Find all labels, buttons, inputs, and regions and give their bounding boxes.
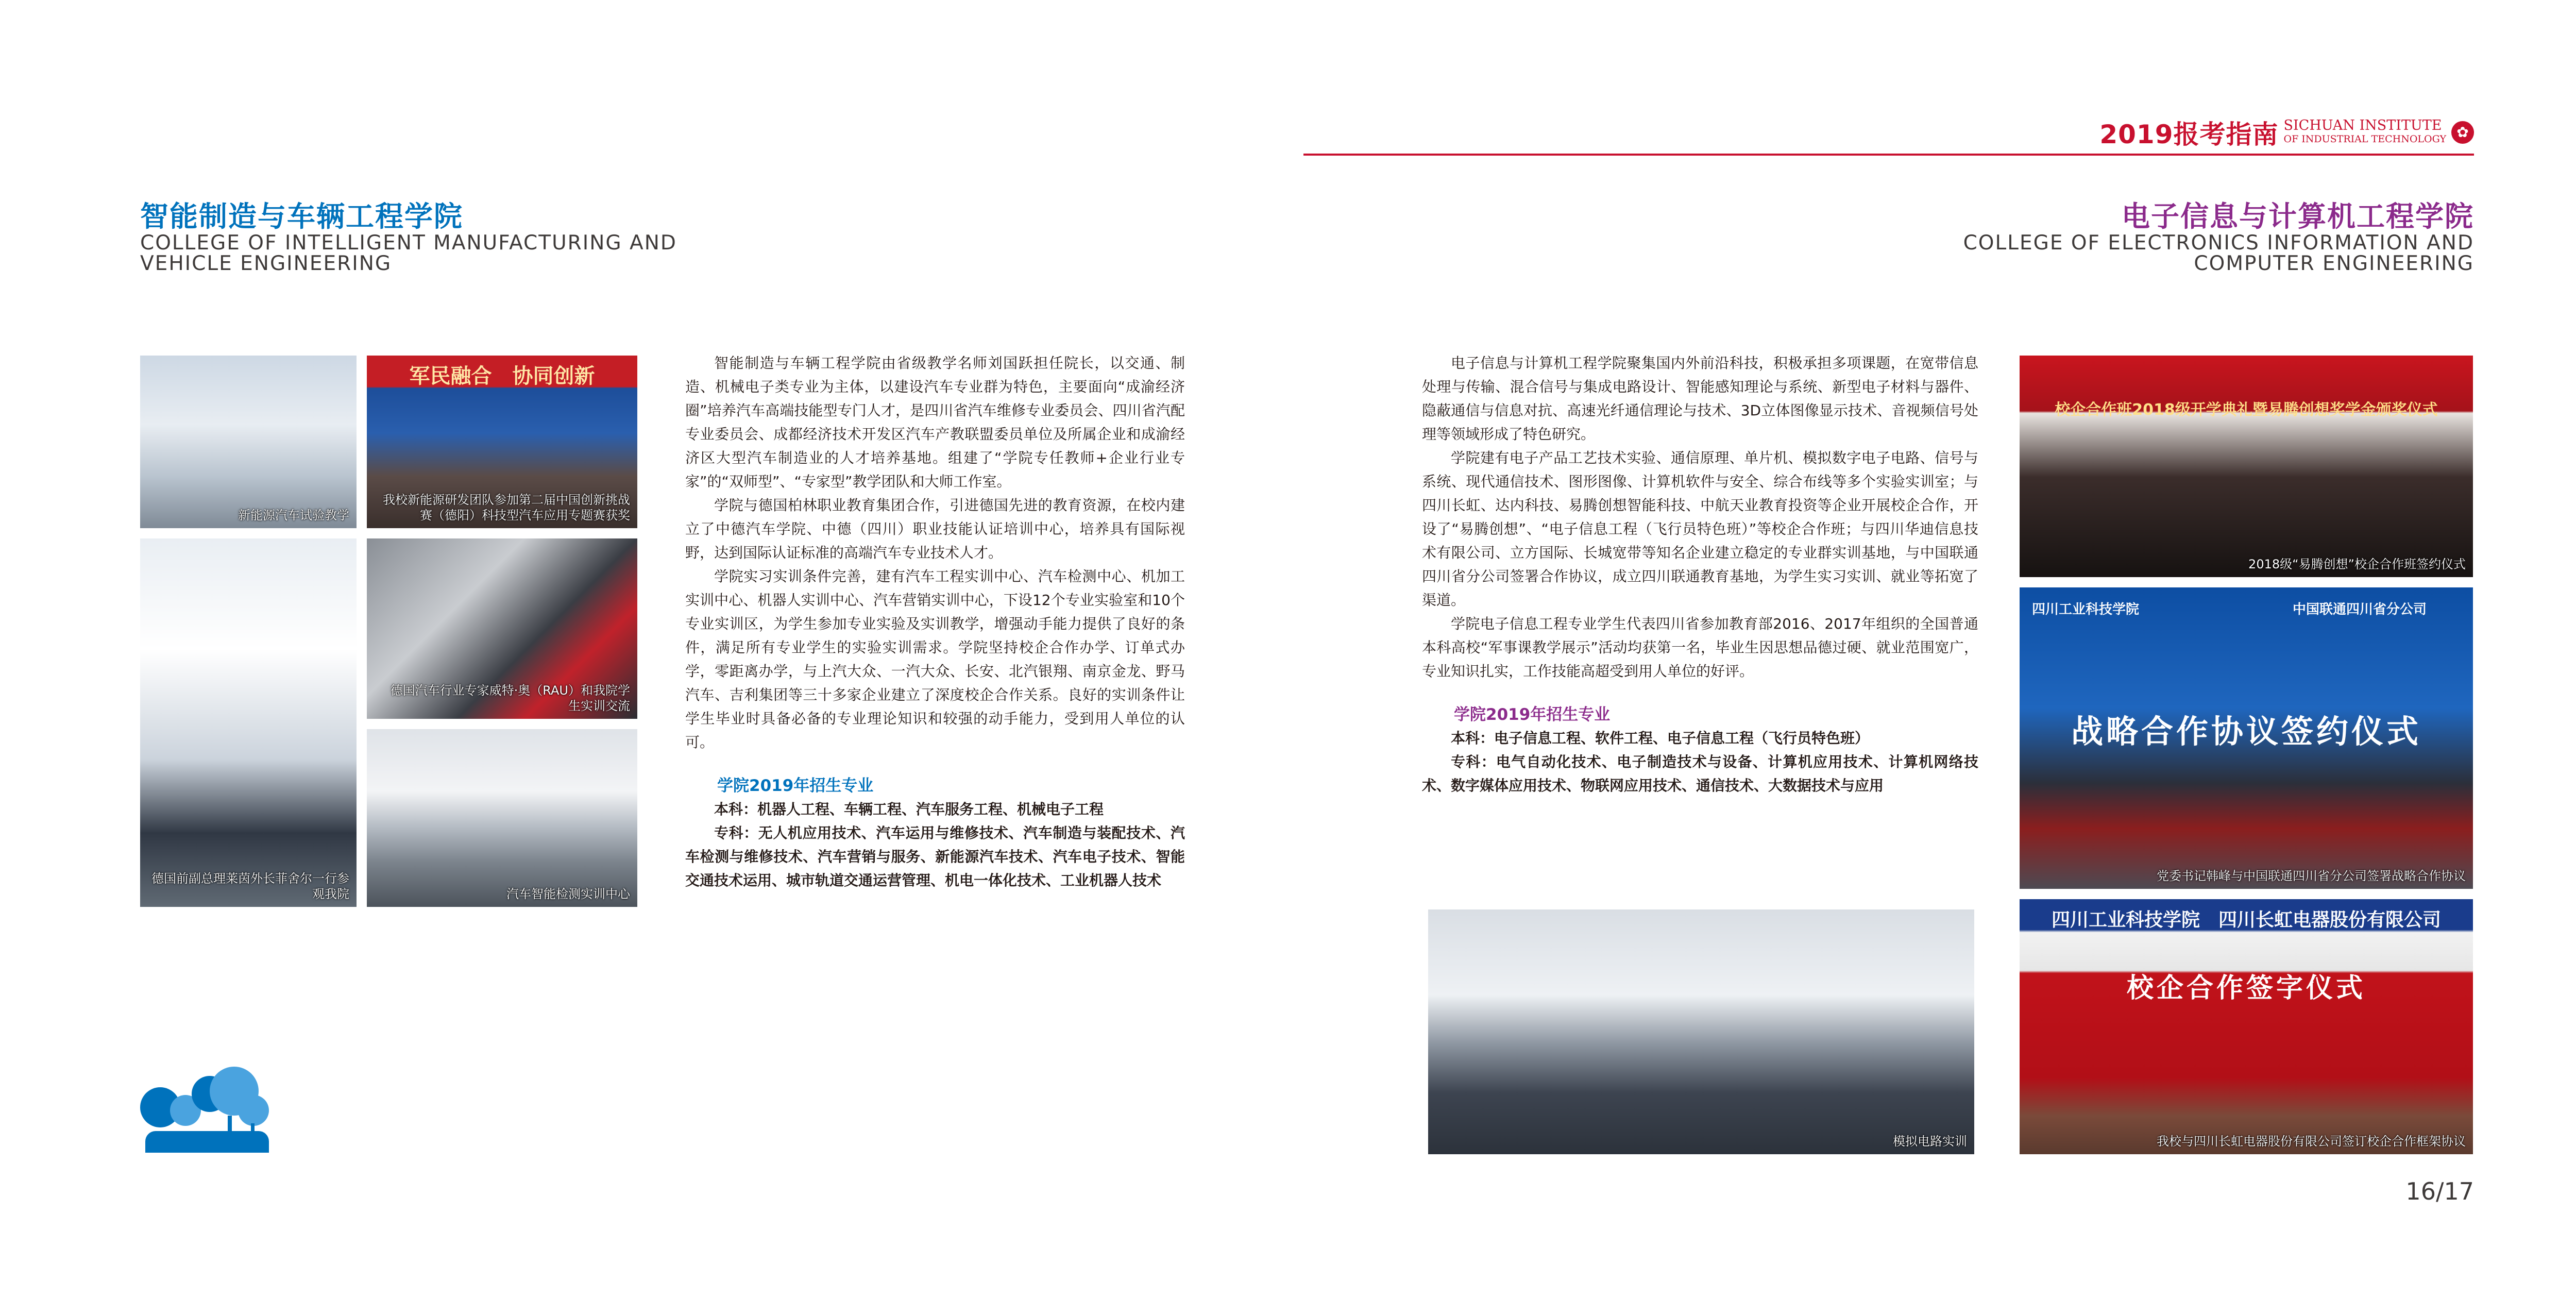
photo-german-visit: 德国前副总理莱茵外长菲舍尔一行参观我院 bbox=[140, 538, 357, 907]
left-paragraph: 智能制造与车辆工程学院由省级教学名师刘国跃担任院长，以交通、制造、机械电子类专业为主体，以建设汽车专业群为特色，主要面向“成渝经济圈”培养汽车高端技能型专门人才，是四川省汽车维修专业委员会、四川省汽配专业委员会、成都经济技术开发区汽车产教联盟委员单位及所属企业和成渝经济区大型汽车制造业的人才培养基地。组建了“学院专任教师+企业行业专家”的“双师型”、“专家型”教学团队和大师工作室。 bbox=[685, 355, 1185, 490]
right-vocational-majors: 专科：电气自动化技术、电子制造技术与设备、计算机应用技术、计算机网络技术、数字媒体应用技术、物联网应用技术、通信技术、大数据技术与应用 bbox=[1422, 753, 1978, 794]
header-brand bbox=[2099, 114, 2474, 150]
tree-decoration-icon bbox=[140, 1067, 279, 1157]
photo-unicom-signing: 四川工业科技学院 中国联通四川省分公司 战略合作协议签约仪式 党委书记韩峰与中国联通四川省分公司签署战略合作协议 bbox=[2020, 587, 2473, 889]
photo-analog-circuit-lab: 模拟电路实训 bbox=[1428, 909, 1974, 1154]
photo-german-expert: 德国汽车行业专家威特·奥（RAU）和我院学生实训交流 bbox=[367, 538, 637, 719]
right-paragraph: 学院建有电子产品工艺技术实验、通信原理、单片机、模拟数字电子电路、信号与系统、现代通信技术、图形图像、计算机软件与安全、综合布线等多个实验实训室；与四川长虹、达内科技、易腾创想智能科技、中航天业教育投资等企业开展校企合作，开设了“易腾创想”、“电子信息工程（飞行员特色班）”等校企合作班；与四川华迪信息技术有限公司、立方国际、长城宽带等知名企业建立稳定的专业群实训基地，与中国联通四川省分公司签署合作协议，成立四川联通教育基地，为学生实习实训、就业等拓宽了渠道。 bbox=[1422, 449, 1978, 609]
right-paragraph: 学院电子信息工程专业学生代表四川省参加教育部2016、2017年组织的全国普通本科高校“军事课教学展示”活动均获第一名，毕业生因思想品德过硬、就业范围宽广，专业知识扎实，工作技能高超受到用人单位的好评。 bbox=[1422, 615, 1978, 680]
right-major-title: 学院2019年招生专业 bbox=[1454, 705, 1611, 724]
photo-yiteng-ceremony: 校企合作班2018级开学典礼暨易腾创想奖学金颁奖仪式 2018级“易腾创想”校企合作班签约仪式 bbox=[2020, 356, 2473, 577]
left-vocational-majors: 专科：无人机应用技术、汽车运用与维修技术、汽车制造与装配技术、汽车检测与维修技术、汽车营销与服务、新能源汽车技术、汽车电子技术、智能交通技术运用、城市轨道交通运营管理、机电一体化技术、工业机器人技术 bbox=[685, 824, 1185, 889]
page-number: 16/17 bbox=[2405, 1177, 2474, 1205]
right-undergrad-majors: 本科：电子信息工程、软件工程、电子信息工程（飞行员特色班） bbox=[1451, 730, 1870, 747]
left-college-english-title: COLLEGE OF INTELLIGENT MANUFACTURING AND VEHICLE ENGINEERING bbox=[140, 231, 677, 275]
photo-changhong-signing: 四川工业科技学院 四川长虹电器股份有限公司 校企合作签字仪式 我校与四川长虹电器股份有限公司签订校企合作框架协议 bbox=[2020, 899, 2473, 1154]
right-paragraph: 电子信息与计算机工程学院聚集国内外前沿科技，积极承担多项课题，在宽带信息处理与传输、混合信号与集成电路设计、智能感知理论与系统、新型电子材料与器件、隐蔽通信与信息对抗、高速光纤通信理论与技术、3D立体图像显示技术、音视频信号处理等领域形成了特色研究。 bbox=[1422, 355, 1978, 443]
right-college-title: 电子信息与计算机工程学院 bbox=[2121, 200, 2474, 233]
left-paragraph: 学院实习实训条件完善，建有汽车工程实训中心、汽车检测中心、机加工实训中心、机器人实训中心、汽车营销实训中心，下设12个专业实验室和10个专业实训区，为学生参加专业实验及实训教学，增强动手能力提供了良好的条件，满足所有专业学生的实验实训需求。学院坚持校企合作办学、订单式办学，零距离办学，与上汽大众、一汽大众、长安、北汽银翔、南京金龙、野马汽车、吉利集团等三十多家企业建立了深度校企合作关系。良好的实训条件让学生毕业时具备必备的专业理论知识和较强的动手能力，受到用人单位的认可。 bbox=[685, 568, 1185, 751]
right-body-text bbox=[1422, 351, 1978, 798]
left-major-title: 学院2019年招生专业 bbox=[717, 777, 874, 795]
right-college-english-title: COLLEGE OF ELECTRONICS INFORMATION AND COMPUTER ENGINEERING bbox=[1963, 231, 2474, 275]
school-logo-icon: ✿ bbox=[2451, 121, 2474, 144]
photo-innovation-award: 军民融合 协同创新 我校新能源研发团队参加第二届中国创新挑战赛（德阳）科技型汽车应用专题赛获奖 bbox=[367, 356, 637, 528]
header-rule bbox=[1303, 154, 2474, 156]
guide-year-title: 2019报考指南 bbox=[2099, 120, 2279, 149]
school-english-name: SICHUAN INSTITUTE OF INDUSTRIAL TECHNOLOGY bbox=[2283, 117, 2446, 145]
left-college-title: 智能制造与车辆工程学院 bbox=[140, 200, 464, 233]
left-paragraph: 学院与德国柏林职业教育集团合作，引进德国先进的教育资源，在校内建立了中德汽车学院、中德（四川）职业技能认证培训中心，培养具有国际视野，达到国际认证标准的高端汽车专业技术人才。 bbox=[685, 497, 1185, 561]
left-body-text bbox=[685, 351, 1185, 892]
left-undergrad-majors: 本科：机器人工程、车辆工程、汽车服务工程、机械电子工程 bbox=[714, 801, 1104, 818]
photo-car-testing-center: 汽车智能检测实训中心 bbox=[367, 729, 637, 907]
photo-new-energy-lab: 新能源汽车试验教学 bbox=[140, 356, 357, 528]
